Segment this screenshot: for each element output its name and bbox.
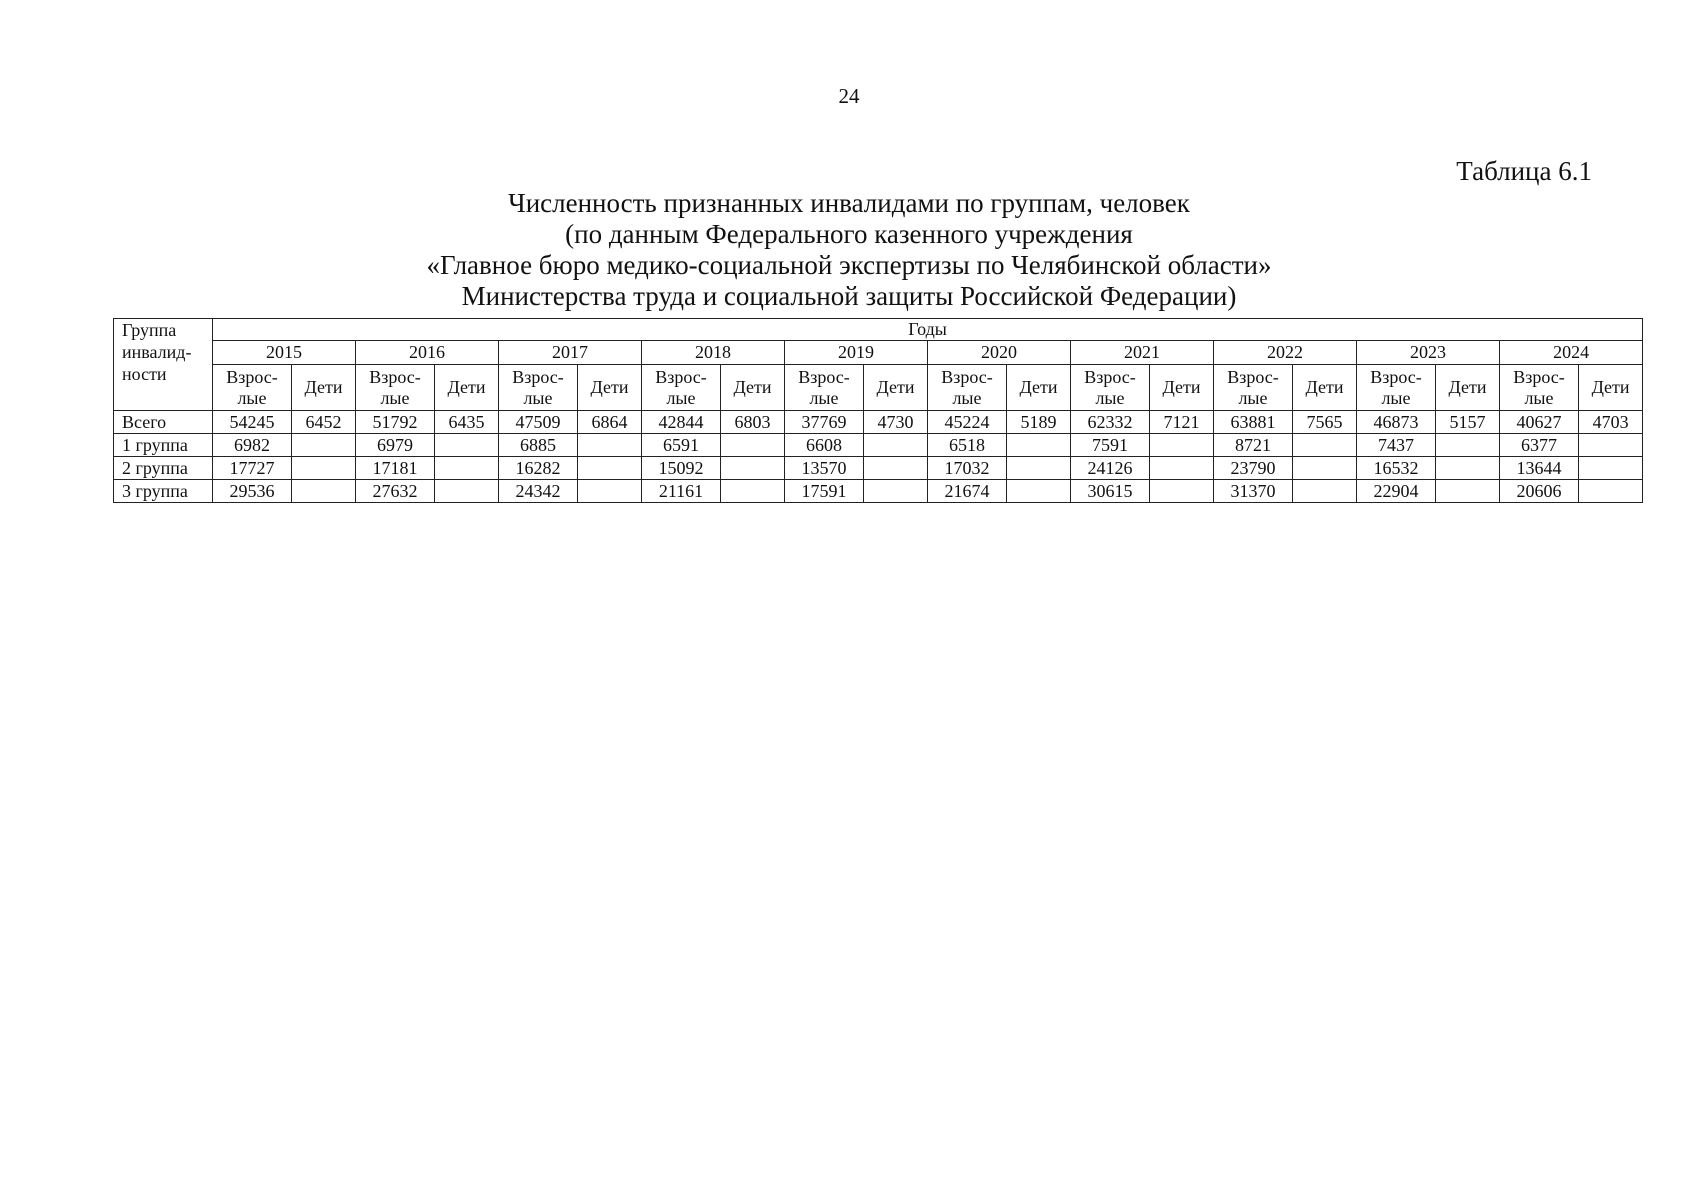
adults-value-cell: 15092 [642,457,721,480]
children-value-cell: 6803 [721,411,785,434]
children-value-cell [721,480,785,503]
table-title [0,188,1698,312]
adults-header-line: Взрос- [798,366,850,387]
adults-value-cell: 6518 [928,434,1007,457]
children-value-cell [1150,434,1214,457]
children-value-cell [1007,457,1071,480]
children-value-cell [1436,434,1500,457]
year-header-cell: 2015 [213,341,356,365]
disability-groups-table [113,318,1643,503]
year-header-cell: 2018 [642,341,785,365]
adults-value-cell: 20606 [1500,480,1579,503]
adults-header-line: лые [1238,387,1268,408]
children-header-cell: Дети [1293,365,1357,411]
children-value-cell: 6435 [435,411,499,434]
adults-value-cell: 16532 [1357,457,1436,480]
children-value-cell [1436,480,1500,503]
title-line: (по данным Федерального казенного учреждения [565,219,1133,249]
adults-value-cell: 6982 [213,434,292,457]
children-value-cell [864,480,928,503]
adults-value-cell: 7437 [1357,434,1436,457]
title-line: Министерства труда и социальной защиты Российской Федерации) [461,281,1237,311]
row-label-cell: 2 группа [114,457,213,480]
year-header-cell: 2023 [1357,341,1500,365]
children-header-cell: Дети [1436,365,1500,411]
adults-value-cell: 6979 [356,434,435,457]
adults-header-cell [642,365,721,411]
children-value-cell: 6864 [578,411,642,434]
adults-value-cell: 21674 [928,480,1007,503]
adults-value-cell: 23790 [1214,457,1293,480]
adults-value-cell: 42844 [642,411,721,434]
children-value-cell [1007,480,1071,503]
children-value-cell [864,434,928,457]
year-header-cell: 2022 [1214,341,1357,365]
children-value-cell [292,457,356,480]
adults-value-cell: 7591 [1071,434,1150,457]
children-value-cell [1579,434,1643,457]
children-value-cell: 5157 [1436,411,1500,434]
children-header-cell: Дети [721,365,785,411]
children-value-cell [1293,457,1357,480]
year-header-cell: 2016 [356,341,499,365]
adults-header-line: лые [237,387,267,408]
adults-value-cell: 16282 [499,457,578,480]
header-row-years [114,319,1643,341]
row-label-cell: Всего [114,411,213,434]
children-value-cell: 7121 [1150,411,1214,434]
children-value-cell [292,480,356,503]
adults-value-cell: 24126 [1071,457,1150,480]
adults-header-cell [213,365,292,411]
adults-header-line: Взрос- [1227,366,1279,387]
children-value-cell [1579,480,1643,503]
children-value-cell [721,434,785,457]
adults-value-cell: 29536 [213,480,292,503]
adults-value-cell: 17591 [785,480,864,503]
header-row-subcolumns [114,365,1643,411]
row-header-cell: Группа инвалид-ности [114,319,213,411]
children-header-cell: Дети [1579,365,1643,411]
children-header-cell: Дети [435,365,499,411]
children-header-cell: Дети [864,365,928,411]
adults-value-cell: 6885 [499,434,578,457]
adults-value-cell: 22904 [1357,480,1436,503]
adults-value-cell: 54245 [213,411,292,434]
children-value-cell [1436,457,1500,480]
adults-header-cell [1071,365,1150,411]
year-header-cell: 2020 [928,341,1071,365]
children-value-cell: 4730 [864,411,928,434]
adults-header-line: Взрос- [941,366,993,387]
children-value-cell: 7565 [1293,411,1357,434]
row-label-cell: 3 группа [114,480,213,503]
adults-value-cell: 6591 [642,434,721,457]
children-value-cell [864,457,928,480]
adults-value-cell: 47509 [499,411,578,434]
adults-value-cell: 17727 [213,457,292,480]
table-row [114,411,1643,434]
adults-value-cell: 21161 [642,480,721,503]
children-header-cell: Дети [292,365,356,411]
row-label-cell: 1 группа [114,434,213,457]
children-value-cell [1293,434,1357,457]
adults-value-cell: 13644 [1500,457,1579,480]
children-value-cell [1007,434,1071,457]
adults-value-cell: 45224 [928,411,1007,434]
header-row-year-labels [114,341,1643,365]
adults-value-cell: 31370 [1214,480,1293,503]
adults-value-cell: 13570 [785,457,864,480]
children-header-cell: Дети [1007,365,1071,411]
children-value-cell: 5189 [1007,411,1071,434]
table-row [114,457,1643,480]
children-value-cell [1579,457,1643,480]
adults-value-cell: 27632 [356,480,435,503]
adults-header-line: Взрос- [655,366,707,387]
adults-header-cell [928,365,1007,411]
adults-header-cell [785,365,864,411]
year-header-cell: 2021 [1071,341,1214,365]
children-value-cell [578,434,642,457]
adults-value-cell: 51792 [356,411,435,434]
table-row [114,480,1643,503]
adults-value-cell: 24342 [499,480,578,503]
adults-value-cell: 30615 [1071,480,1150,503]
adults-header-line: Взрос- [226,366,278,387]
adults-value-cell: 62332 [1071,411,1150,434]
children-value-cell [435,480,499,503]
table-row [114,434,1643,457]
adults-value-cell: 40627 [1500,411,1579,434]
title-line: «Главное бюро медико-социальной экспертизы по Челябинской области» [426,250,1272,280]
adults-header-cell [1214,365,1293,411]
adults-value-cell: 6608 [785,434,864,457]
children-value-cell [578,457,642,480]
children-header-cell: Дети [1150,365,1214,411]
adults-header-line: лые [1381,387,1411,408]
adults-header-cell [499,365,578,411]
adults-header-line: лые [809,387,839,408]
adults-header-cell [1500,365,1579,411]
adults-value-cell: 37769 [785,411,864,434]
children-value-cell: 6452 [292,411,356,434]
adults-header-line: лые [380,387,410,408]
adults-header-line: Взрос- [1370,366,1422,387]
adults-value-cell: 8721 [1214,434,1293,457]
adults-header-line: Взрос- [1084,366,1136,387]
adults-header-cell [356,365,435,411]
adults-header-line: лые [666,387,696,408]
year-header-cell: 2019 [785,341,928,365]
children-value-cell: 4703 [1579,411,1643,434]
children-value-cell [721,457,785,480]
years-header-cell: Годы [213,319,1643,341]
adults-value-cell: 6377 [1500,434,1579,457]
children-value-cell [1150,480,1214,503]
adults-value-cell: 17181 [356,457,435,480]
children-value-cell [292,434,356,457]
adults-header-line: Взрос- [369,366,421,387]
adults-header-cell [1357,365,1436,411]
adults-header-line: лые [1095,387,1125,408]
children-value-cell [1150,457,1214,480]
year-header-cell: 2017 [499,341,642,365]
adults-header-line: Взрос- [512,366,564,387]
children-header-cell: Дети [578,365,642,411]
children-value-cell [435,457,499,480]
children-value-cell [578,480,642,503]
page-number: 24 [838,84,860,108]
children-value-cell [1293,480,1357,503]
adults-value-cell: 17032 [928,457,1007,480]
title-line: Численность признанных инвалидами по группам, человек [508,188,1190,218]
adults-header-line: лые [523,387,553,408]
year-header-cell: 2024 [1500,341,1643,365]
adults-header-line: лые [1524,387,1554,408]
children-value-cell [435,434,499,457]
adults-header-line: лые [952,387,982,408]
table-label: Таблица 6.1 [1456,156,1592,186]
adults-value-cell: 63881 [1214,411,1293,434]
adults-value-cell: 46873 [1357,411,1436,434]
adults-header-line: Взрос- [1513,366,1565,387]
